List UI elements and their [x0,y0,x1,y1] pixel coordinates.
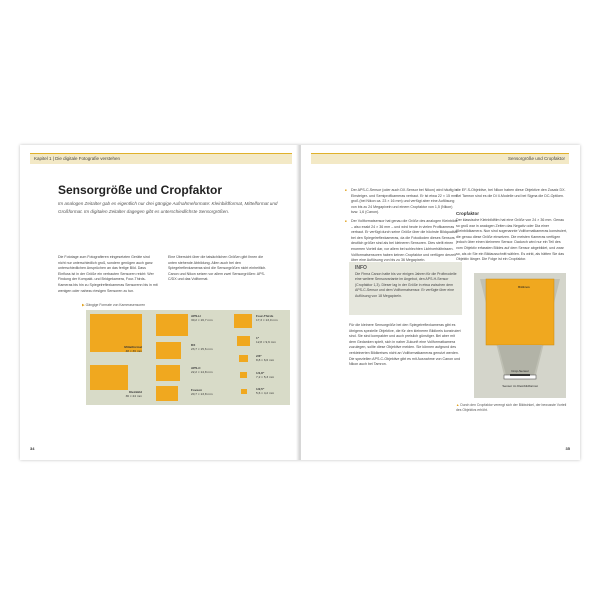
kleinbild-sensor-label: Sensor im Kleinbildformat [502,384,538,388]
cropfaktor-text: Der klassische Kleinbildfilm hat eine Größe von 24 × 36 mm. Genau so groß war in analogen Zeiten das Negativ oder Dia einer Kleinbildkamera. Nun sind sogenannte Vollformatkameras konstruiert, die genau diese Größe einsetzen. Die meisten Kameras verfügen jedoch über einen kleineren Sensor. Dadurch wird nur ein Teil des vom Objektiv erfassten Bildes auf dem Sensor abgebildet, und zwar so, als ob Sie ein Bildausschnitt wählen. Es wirkt, als hätten Sie das Objektiv länger. Die Folge ist ein Cropfaktor. [456,218,568,262]
sensor-label-aps-c: APS-C 22,2 × 14,8 mm [191,366,213,374]
info-box-text: Die Firma Canon hatte bis vor einigen Jahren für die Profimodelle eine weitere Sensorvariante im Angebot, den APS-H-Sensor (Cropfaktor 1,3). Dieser lag in der Größe in etwa zwischen dem APS-C-Sensor und dem Vollformatsensor. Er verfügte über eine Auflösung von 18 Megapixeln. [355,272,457,298]
info-box [349,262,462,315]
sensor-label-mittelformat: Mittelformat 48 × 36 mm [124,345,142,353]
bildkreis-label: Bildkreis [518,285,530,289]
left-page [20,145,299,460]
caption-arrow-icon: ▶ [82,303,86,307]
sensor-label-dx: DX 23,7 × 15,6 mm [191,343,213,351]
sensor-label-1-2-5-inch: 1/2,5" 5,6 × 4,2 mm [256,387,275,395]
bullet-vollformat: ■ Der Vollformatsensor hat genau die Größe des analogen Kleinbilds – also exakt 24 × 36 mm – und wird heute in vielen Profikameras verbaut. Er verfügt durch seine Größe über die höchste Bildqualität bei den Spiegelreflexkameras, da die Fotodioden dieses Sensors deutlich größer sind als bei kleineren Sensoren. Dies stellt einen enormen Vorteil dar, vor allem bei schlechten Lichtverhältnissen. Vollformatsensoren haben keinen Cropfaktor und verfügen derzeit über eine Auflösung von bis zu 36 Megapixeln. [351,219,459,264]
caption-arrow-icon: ▲ [456,403,461,407]
book-spread [20,145,580,460]
sensor-foveon [156,386,178,401]
right-page [301,145,580,460]
sensor-label-2-3-inch: 2/3" 8,8 × 6,6 mm [256,354,275,362]
sensor-label-aps-h: APS-H 30,2 × 16,7 mm [191,314,213,322]
page-title: Sensorgröße und Cropfaktor [58,183,223,197]
bullet-aps-c: ■ Der APS-C-Sensor (oder auch DX-Sensor bei Nikon) wird häufig in Einsteiger- und Semiprofikameras verbaut. Er ist etwa 22 × 15 mm groß (bei Nikon ca. 23 × 16 mm) und verfügt aber eine Auflösung von bis zu 24 Megapixeln und einem Cropfaktor von 1,5 (Nikon) bzw. 1,6 (Canon). [351,188,459,216]
cropfaktor-heading: Cropfaktor [456,211,480,216]
sensor-label-foveon: Foveon 20,7 × 13,8 mm [191,388,213,396]
sensor-1-1-8-inch [240,372,247,378]
cropfaktor-illustration [474,273,566,398]
left-column-text: Die Fototage zum Fotografieren eingesetzten Geräte sind nicht nur unterschiedlich groß, sondern genügen auch ganz unterschiedlichen Ansprüchen an das fertige Bild. Dass Einfluss ist in der Größe ein verbauten Sensoren reicht: Wer Findung der Kompakt- und Bridgekamera, Four-Thirds-Kameras bis hin zu Spiegelreflexkameras Sensorenn bis in mit wenigen oder nahezu riesigen Sensoren zu tun. [58,255,158,293]
diagram-caption [456,403,568,413]
figure-caption [82,303,145,307]
sensor-size-figure [86,310,290,405]
sensor-four-thirds [234,314,252,328]
sensor-kleinbild [90,365,128,390]
right-column-text: Eine Übersicht über die tatsächlichen Größen gibt Ihnen die unten stehende Abbildung. Allen auch bei den Spiegelreflexkameras sind die Sensorgrößen nicht einheitlich. Canon und Nikon setzen vor allem zwei Sensorgrößen: APS-C/DX und das Vollformat. [168,255,267,282]
left-running-header: Kapitel 1 | Die digitale Fotografie verstehen [30,153,292,164]
sensor-aps-c [156,365,180,381]
sensor-label-1-1-8-inch: 1/1,8" 7,2 × 5,3 mm [256,371,275,379]
right-running-header: Sensorgröße und Cropfaktor [311,153,569,164]
sensor-label-kleinbild: Kleinbild 36 × 24 mm [125,390,142,398]
info-box-title: INFO [355,265,367,271]
diagram-caption-text: Durch den Cropfaktor verengt sich der Bildwinkel, der bewusste Vorteil des Objektivs erhöht. [456,403,567,412]
sensor-1-inch [237,336,250,346]
page-number-left: 34 [30,446,35,451]
objektive-text: Für die kleinere Sensorgröße bei den Spiegelreflexkameras gibt es übrigens spezielle Objektive, die für den kleineren Bildkreis konstruiert sind. Sie sind kompakter und auch preislich günstiger. Bei aber mit dem Gedanken spielt, sich in naher Zukunft eine Vollformatkamera zuzulegen, sollte diese Objektive meiden. Sie können aufgrund des verkleinerten Bildkreises nicht an Vollformatkameras genutzt werden. Die speziellen APS-C-Objektive gibt es mit Ausnahme von Canon und Nikon auch bei Tamron. [349,323,461,367]
cropfaktor-diagram [474,273,566,398]
crop-sensor-label: Crop-Sensor [511,369,529,373]
sensor-label-four-thirds: Four-Thirds 17,3 × 13,0 mm [256,314,278,322]
sensor-dx [156,342,181,359]
sensor-2-3-inch [239,355,248,362]
sensor-aps-h [156,314,188,336]
page-number-right: 35 [565,446,570,451]
sensor-1-2-5-inch [241,389,247,394]
sensor-label-1-inch: 1" 12,8 × 9,6 mm [256,336,276,344]
objektive-continued-text: die EF-S-Objektive, bei Nikon haben diese Objektive den Zusatz DX. Bei Tamron sind es die Di II-Modelle und bei Sigma die DC-Optiken. [456,188,566,198]
caption-text: Gängige Formate von Kamerasensoren [85,303,146,307]
intro-text: Im analogen Zeitalter gab es eigentlich nur drei gängige Aufnahmeformate: Kleinbildformat, Mittelformat und Großformat. Im digitalen Zeitalter dagegen gibt es unterschiedlichste Sensorgrößen. [58,201,278,214]
